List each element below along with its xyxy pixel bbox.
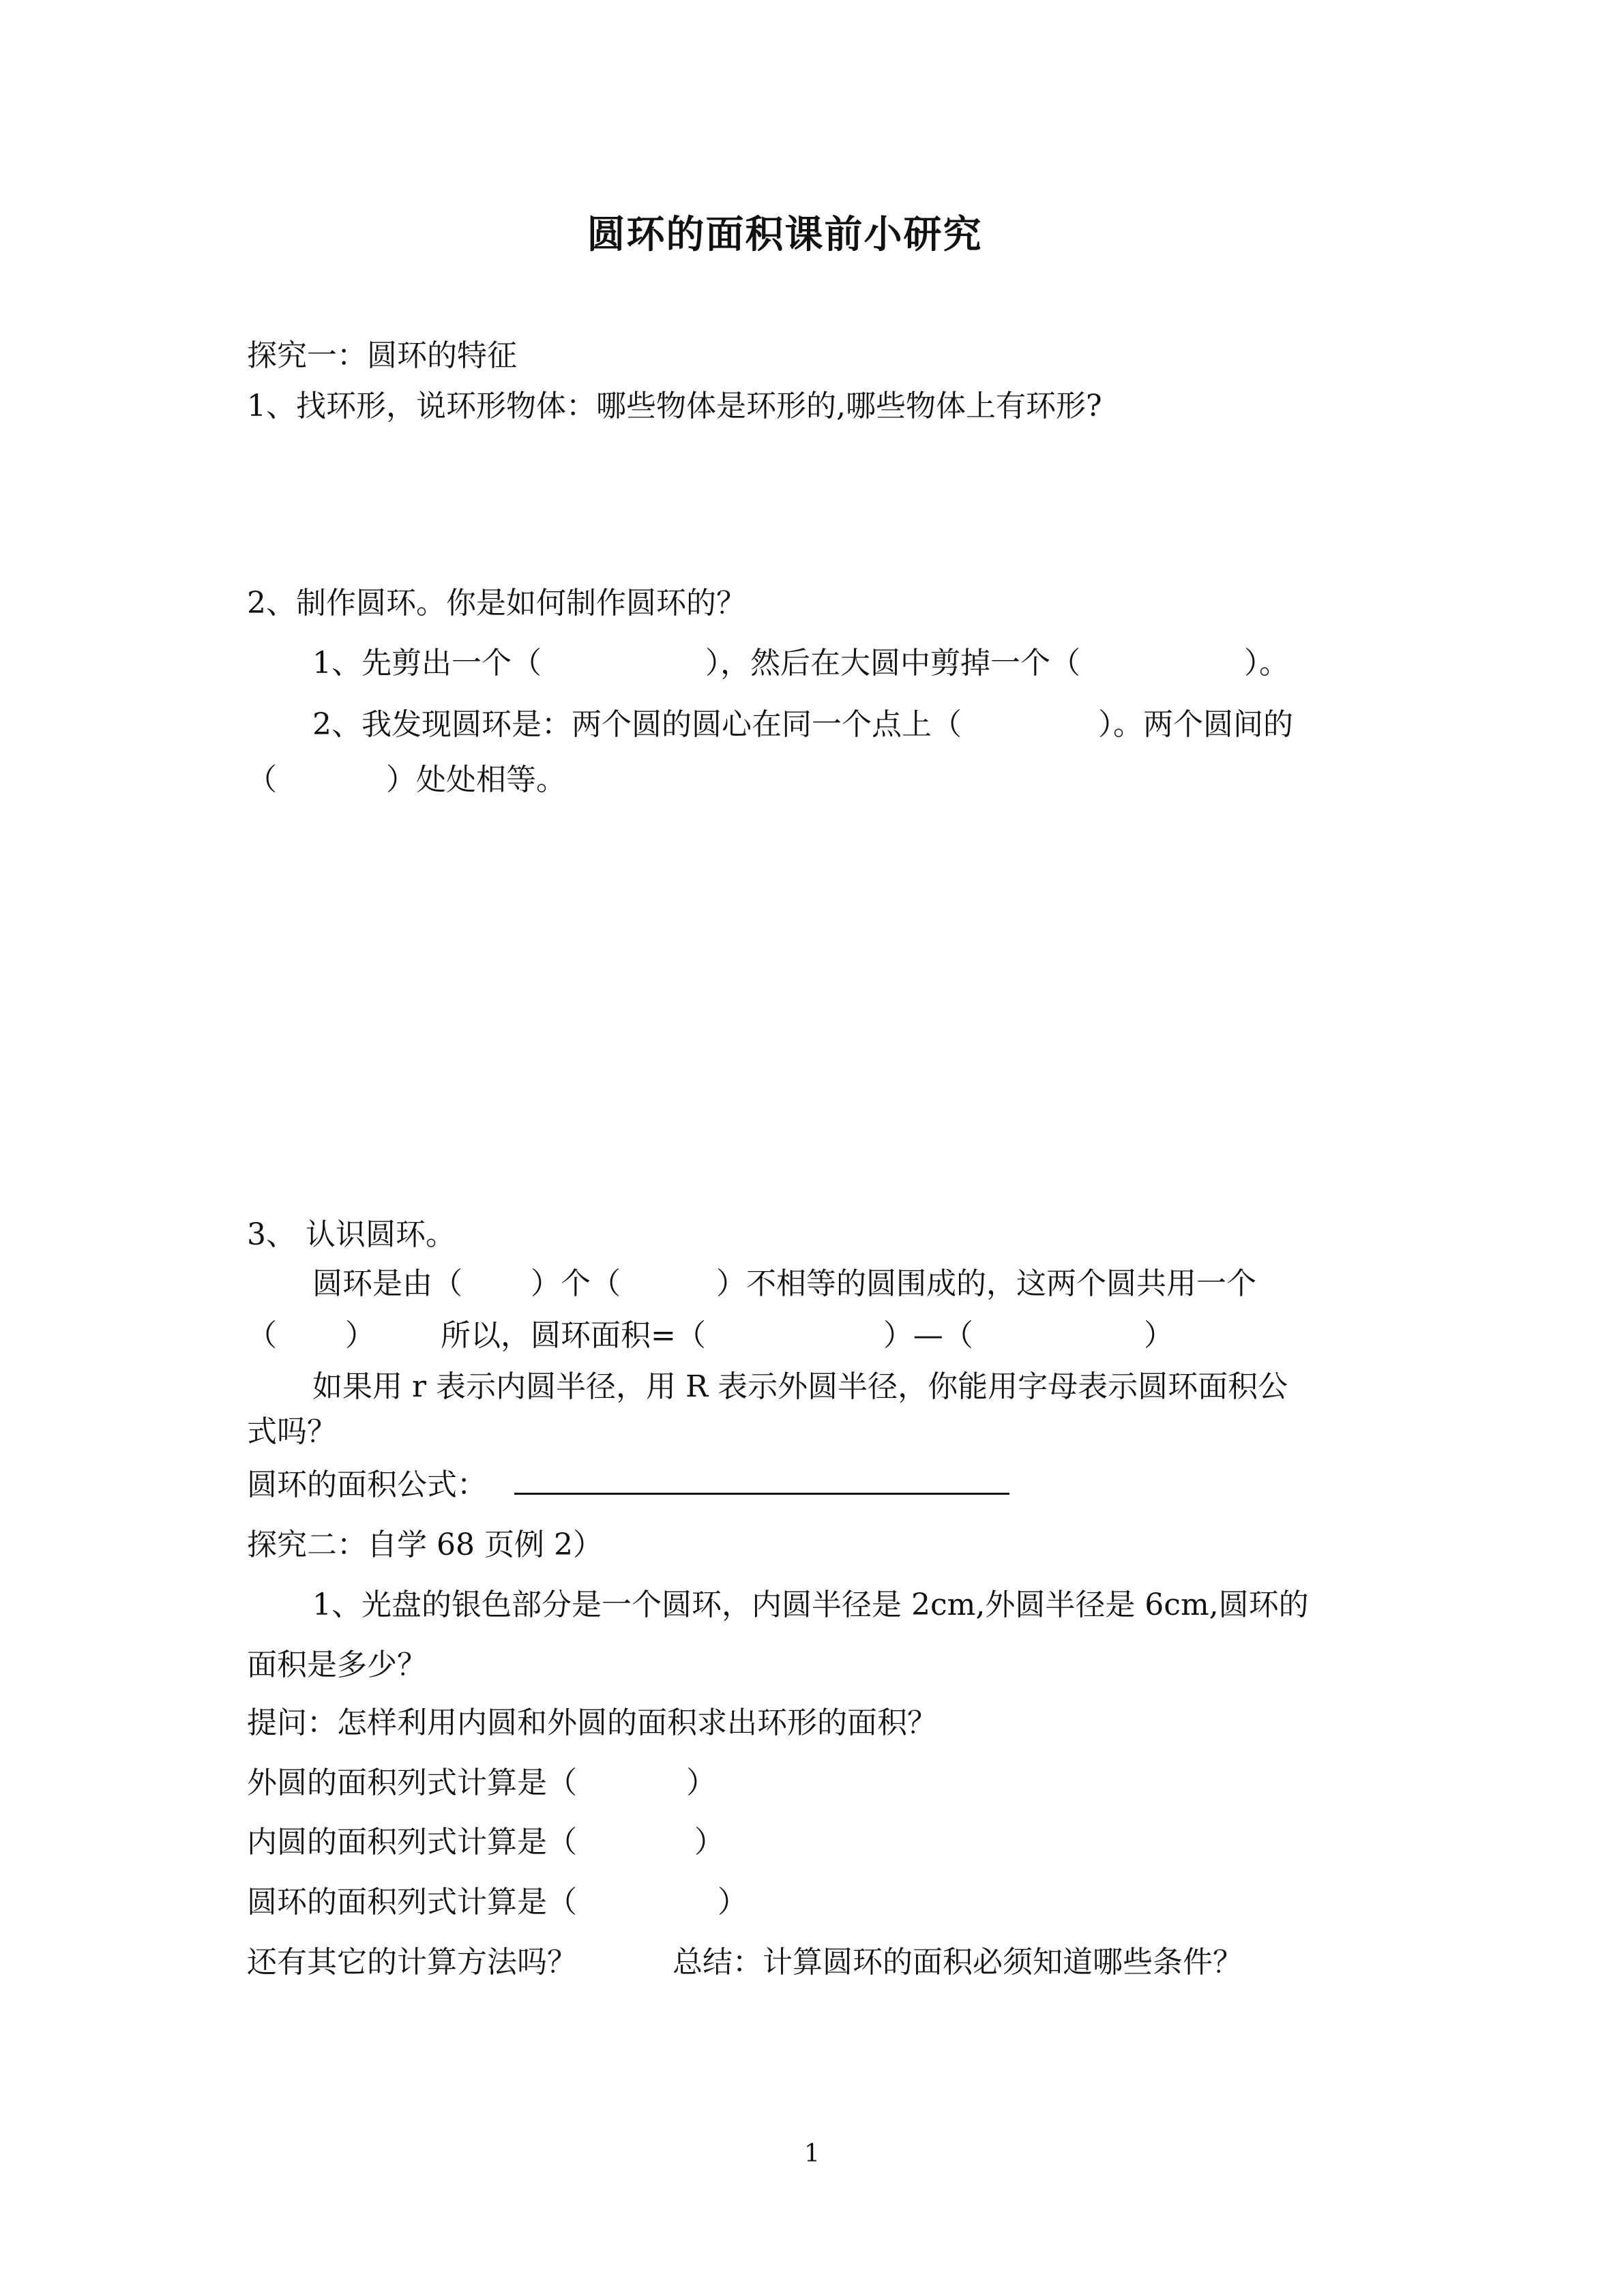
- q2-2-part-d: ）处处相等。: [386, 762, 566, 797]
- question-2-item-2-cont: [247, 760, 566, 801]
- question-2: 2、制作圆环。你是如何制作圆环的？: [247, 586, 746, 621]
- question-1: 1、找环形，说环形物体：哪些物体是环形的,哪些物体上有环形?: [247, 389, 1102, 423]
- inner-area-label: 内圆的面积列式计算是（: [247, 1825, 577, 1860]
- inner-area-end: ）: [694, 1825, 724, 1860]
- outer-area-label: 外圆的面积列式计算是（: [247, 1765, 577, 1800]
- q3-part-h: ）: [1143, 1318, 1174, 1353]
- formula-label: 圆环的面积公式：: [247, 1467, 487, 1502]
- q3-part-g: ）—（: [883, 1318, 973, 1353]
- section2-heading: 探究二：自学 68 页例 2）: [247, 1527, 603, 1562]
- question-3-line-2: [247, 1315, 1174, 1356]
- page-number: 1: [804, 2140, 820, 2168]
- other-method-line: [247, 1942, 1243, 1983]
- outer-area-end: ）: [686, 1765, 716, 1800]
- ring-area-label: 圆环的面积列式计算是（: [247, 1885, 577, 1920]
- question-3-line-1: [312, 1264, 1256, 1304]
- page-title: 圆环的面积课前小研究: [587, 212, 983, 257]
- q3-part-f: 所以，圆环面积=（: [441, 1318, 706, 1353]
- ring-area-line: [247, 1882, 748, 1923]
- summary-question: 总结：计算圆环的面积必须知道哪些条件？: [673, 1945, 1243, 1980]
- question-3-line-3: 如果用 r 表示内圆半径，用 R 表示外圆半径，你能用字母表示圆环面积公: [312, 1369, 1288, 1404]
- question-2-item-2: [312, 704, 1293, 745]
- q2-1-part-c: ）。: [1244, 646, 1289, 681]
- example-text-2: 面积是多少？: [247, 1648, 427, 1682]
- other-method-question: 还有其它的计算方法吗？: [247, 1945, 577, 1980]
- q2-1-part-a: 1、先剪出一个（: [312, 646, 542, 681]
- ring-area-end: ）: [718, 1885, 748, 1920]
- q3-part-c: ）不相等的圆围成的，这两个圆共用一个: [716, 1266, 1256, 1301]
- question-2-item-1: [312, 643, 1289, 684]
- section1-heading: 探究一：圆环的特征: [247, 338, 517, 373]
- q3-part-b: ）个（: [531, 1266, 621, 1301]
- q3-part-a: 圆环是由（: [312, 1266, 462, 1301]
- outer-area-line: [247, 1763, 716, 1804]
- ask-question: 提问：怎样利用内圆和外圆的面积求出环形的面积？: [247, 1705, 937, 1740]
- question-3-line-4: 式吗？: [247, 1414, 337, 1449]
- q3-part-d: （: [247, 1318, 277, 1353]
- q2-2-part-c: （: [247, 762, 277, 797]
- q3-part-e: ）: [345, 1318, 375, 1353]
- formula-line: [247, 1465, 1009, 1506]
- q2-2-part-b: ）。两个圆间的: [1098, 707, 1293, 742]
- example-text-1: 1、光盘的银色部分是一个圆环，内圆半径是 2cm,外圆半径是 6cm,圆环的: [312, 1587, 1309, 1622]
- q2-2-part-a: 2、我发现圆环是：两个圆的圆心在同一个点上（: [312, 707, 962, 742]
- formula-answer-line[interactable]: [514, 1465, 1009, 1495]
- inner-area-line: [247, 1822, 724, 1863]
- question-3: 3、 认识圆环。: [247, 1217, 456, 1252]
- q2-1-part-b: ），然后在大圆中剪掉一个（: [705, 646, 1080, 681]
